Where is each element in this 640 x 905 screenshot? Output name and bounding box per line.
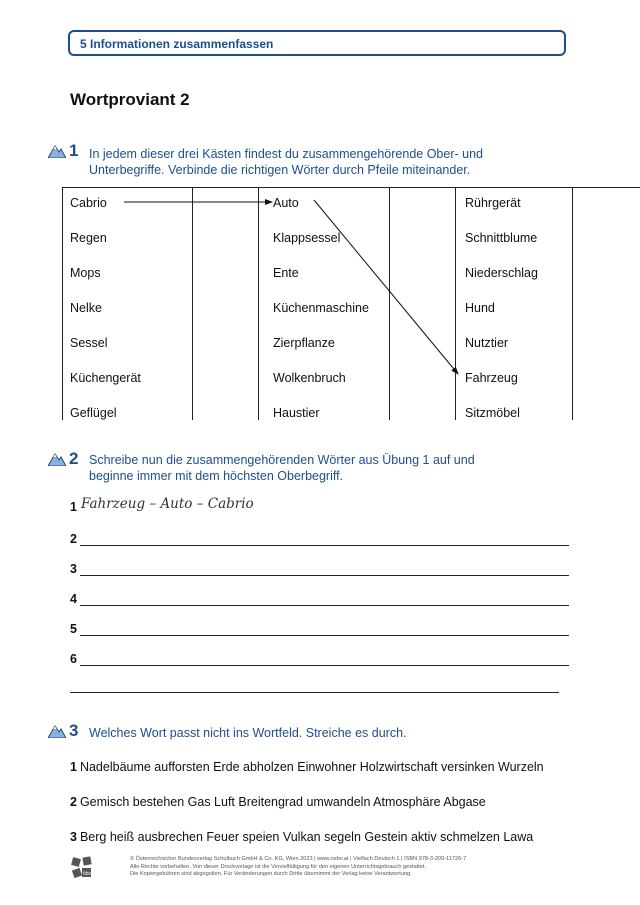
footer-line-3: Die Kopiergebühren sind abgegolten. Für Veränderungen durch Dritte übernimmt der Verlag keine Verantwortung.: [130, 871, 412, 877]
word-field-number: 1: [70, 760, 77, 774]
word-cell[interactable]: Nutztier: [465, 336, 509, 350]
word-cell[interactable]: Haustier: [273, 406, 320, 420]
word-field-words[interactable]: Berg heiß ausbrechen Feuer speien Vulkan segeln Gestein aktiv schmelzen Lawa: [79, 830, 534, 844]
word-field-item[interactable]: [70, 830, 533, 844]
mountain-icon: [48, 724, 66, 738]
answer-line[interactable]: [80, 575, 569, 576]
word-field-words[interactable]: Gemisch bestehen Gas Luft Breitengrad umwandeln Atmosphäre Abgase: [79, 795, 486, 809]
example-answer: Fahrzeug – Auto – Cabrio: [81, 496, 254, 512]
mountain-icon: [48, 452, 66, 466]
word-cell[interactable]: Klappsessel: [273, 231, 341, 245]
footer-line-2: Alle Rechte vorbehalten. Von dieser Druckvorlage ist die Vervielfältigung für den eigenen Unterrichtsgebrauch gestattet.: [130, 863, 427, 870]
answer-row-number: 2: [70, 532, 77, 546]
task-2-number: 2: [69, 449, 79, 468]
word-cell[interactable]: Ente: [273, 266, 299, 280]
word-cell[interactable]: Zierpflanze: [273, 336, 335, 350]
word-cell[interactable]: Rührgerät: [465, 196, 521, 210]
word-cell[interactable]: Sitzmöbel: [465, 406, 520, 420]
word-field-number: 2: [70, 795, 77, 809]
word-cell[interactable]: Mops: [70, 266, 101, 280]
word-cell[interactable]: Regen: [70, 231, 107, 245]
word-cell[interactable]: Sessel: [70, 336, 108, 350]
word-cell[interactable]: Fahrzeug: [465, 371, 518, 385]
word-cell[interactable]: Auto: [273, 196, 299, 210]
oebv-logo-icon: [70, 856, 94, 880]
chapter-title: 5 Informationen zusammenfassen: [80, 37, 274, 51]
word-cell[interactable]: Cabrio: [70, 196, 107, 210]
task-2-instruction: [89, 452, 475, 484]
word-cell[interactable]: Küchenmaschine: [273, 301, 369, 315]
word-cell[interactable]: Küchengerät: [70, 371, 141, 385]
footer: [130, 856, 466, 879]
word-field-item[interactable]: [70, 795, 486, 809]
task-1-line-2: Unterbegriffe. Verbinde die richtigen Wörter durch Pfeile miteinander.: [89, 163, 471, 177]
answer-line[interactable]: [80, 635, 569, 636]
example-number: 1: [70, 500, 77, 514]
task-1-number: 1: [69, 141, 79, 160]
word-cell[interactable]: Niederschlag: [465, 266, 538, 280]
task-2-line-1: Schreibe nun die zusammengehörenden Wörter aus Übung 1 auf und: [89, 453, 475, 467]
word-cell[interactable]: Wolkenbruch: [273, 371, 346, 385]
word-field-words[interactable]: Nadelbäume aufforsten Erde abholzen Einwohner Holzwirtschaft versinken Wurzeln: [79, 760, 544, 774]
answer-row-number: 5: [70, 622, 77, 636]
task-3-number: 3: [69, 721, 79, 740]
answer-row-number: 6: [70, 652, 77, 666]
answer-line[interactable]: [80, 665, 569, 666]
page-title: Wortproviant 2: [70, 90, 190, 109]
word-field-number: 3: [70, 830, 77, 844]
answer-line[interactable]: [80, 605, 569, 606]
extra-answer-line[interactable]: [70, 692, 559, 693]
task-1-line-1: In jedem dieser drei Kästen findest du zusammengehörende Ober- und: [89, 147, 483, 161]
answer-row-number: 3: [70, 562, 77, 576]
arrow-auto-fahrzeug: [314, 200, 458, 374]
word-cell[interactable]: Geflügel: [70, 406, 117, 420]
task-2-line-2: beginne immer mit dem höchsten Oberbegriff.: [89, 469, 344, 483]
answer-line[interactable]: [80, 545, 569, 546]
task-3-instruction: Welches Wort passt nicht ins Wortfeld. Streiche es durch.: [89, 726, 407, 740]
answer-row-number: 4: [70, 592, 77, 606]
word-cell[interactable]: Hund: [465, 301, 495, 315]
logo-text: öbv: [83, 871, 92, 877]
word-cell[interactable]: Nelke: [70, 301, 102, 315]
footer-line-1: © Österreichischer Bundesverlag Schulbuch GmbH & Co. KG, Wien 2023 | www.oebv.at | Vielfach Deutsch 1 | ISBN 978-3-209-11726-7: [130, 856, 467, 862]
word-cell[interactable]: Schnittblume: [465, 231, 538, 245]
word-field-item[interactable]: [70, 760, 544, 774]
